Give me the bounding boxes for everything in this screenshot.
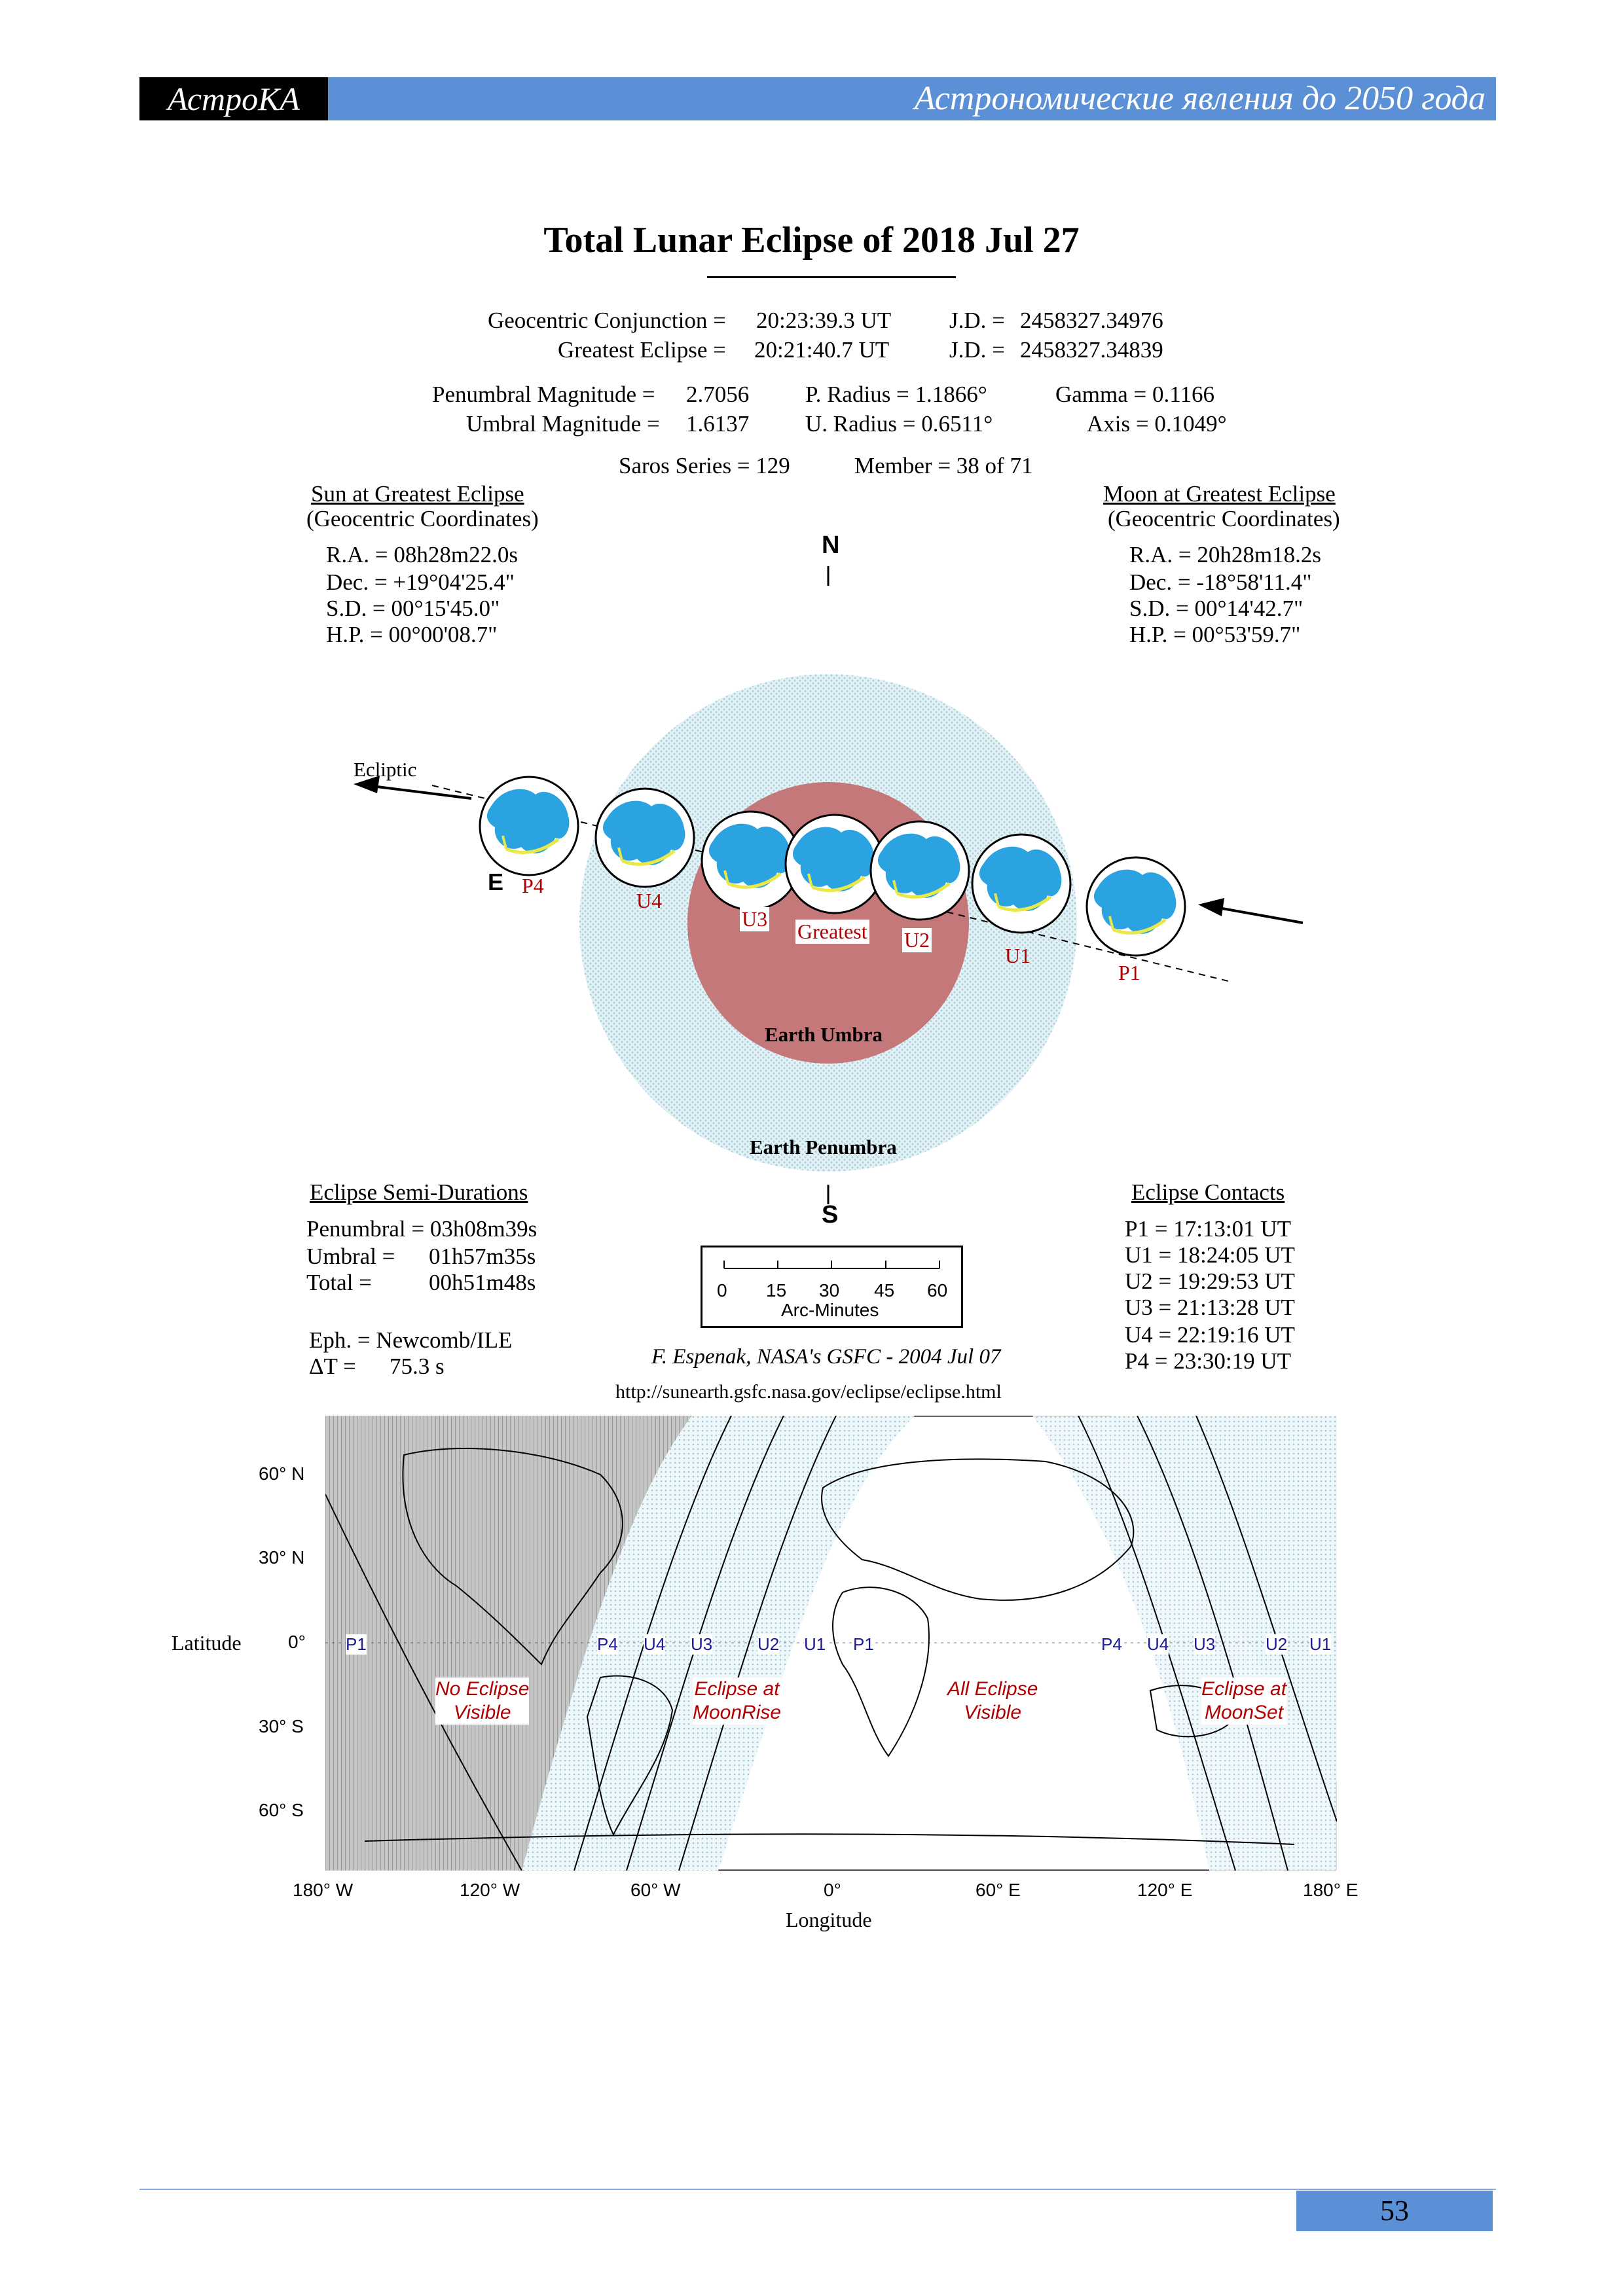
- region-no-eclipse: [435, 1677, 529, 1725]
- greatest-jd: 2458327.34839: [1020, 337, 1163, 363]
- scale-tick-30: 30: [819, 1280, 840, 1300]
- sun-hp: H.P. = 00°00'08.7": [326, 622, 498, 647]
- scale-tick-15: 15: [766, 1280, 787, 1300]
- conjunction-jd-label: J.D. =: [949, 308, 1005, 333]
- moon-ra: R.A. = 20h28m18.2s: [1129, 542, 1321, 567]
- moon-greatest: [786, 815, 884, 913]
- axis: Axis = 0.1049°: [1087, 411, 1227, 437]
- duration-penumbral: Penumbral = 03h08m39s: [306, 1216, 538, 1242]
- map-label-p4-west: P4: [597, 1634, 618, 1654]
- moon-p4: [480, 777, 578, 875]
- region-all-eclipse-line1: All Eclipse: [947, 1678, 1038, 1700]
- moon-subheading: (Geocentric Coordinates): [1108, 506, 1340, 531]
- lat-tick-30n: 30° N: [259, 1547, 305, 1568]
- map-label-u3-west: U3: [691, 1634, 713, 1654]
- header-title: Астрономические явления до 2050 года: [914, 80, 1486, 117]
- footer-rule: [139, 2189, 1496, 2190]
- conjunction-time: 20:23:39.3 UT: [756, 308, 892, 333]
- contact-u2: U2 = 19:29:53 UT: [1125, 1268, 1295, 1294]
- earth-umbra-label: Earth Umbra: [765, 1023, 883, 1046]
- moon-sd: S.D. = 00°14'42.7": [1129, 596, 1304, 621]
- lon-tick-60e: 60° E: [976, 1880, 1021, 1900]
- map-xlabel: Longitude: [786, 1908, 872, 1931]
- contact-label-greatest: Greatest: [795, 920, 869, 944]
- scale-tick-45: 45: [874, 1280, 895, 1300]
- scale-label: Arc-Minutes: [781, 1300, 879, 1320]
- sun-dec: Dec. = +19°04'25.4": [326, 569, 515, 595]
- map-label-p4-east: P4: [1101, 1634, 1122, 1654]
- umb-mag-label: Umbral Magnitude =: [466, 411, 660, 437]
- pen-mag-label: Penumbral Magnitude =: [432, 382, 655, 407]
- duration-umbral: 01h57m35s: [429, 1244, 536, 1269]
- lon-tick-0: 0°: [824, 1880, 841, 1900]
- saros-member: Member = 38 of 71: [854, 453, 1033, 478]
- visibility-map: [325, 1416, 1337, 1871]
- contact-u1: U1 = 18:24:05 UT: [1125, 1242, 1295, 1268]
- map-label-u4-west: U4: [644, 1634, 666, 1654]
- lon-tick-180w: 180° W: [293, 1880, 354, 1900]
- greatest-time: 20:21:40.7 UT: [754, 337, 890, 363]
- duration-total: 00h51m48s: [429, 1270, 536, 1295]
- delta-t: 75.3 s: [390, 1354, 445, 1379]
- ecliptic-arrow: [367, 785, 471, 798]
- sun-ra: R.A. = 08h28m22.0s: [326, 542, 518, 567]
- umb-mag-value: 1.6137: [686, 411, 750, 437]
- contact-u3: U3 = 21:13:28 UT: [1125, 1295, 1295, 1320]
- north-label: N: [822, 531, 840, 559]
- pen-mag-value: 2.7056: [686, 382, 750, 407]
- p-radius: P. Radius = 1.1866°: [805, 382, 987, 407]
- region-no-eclipse-line1: No Eclipse: [435, 1678, 530, 1700]
- durations-heading: Eclipse Semi-Durations: [310, 1179, 528, 1205]
- map-label-u1-east: U1: [1309, 1634, 1332, 1654]
- header-brand: АстроКА: [139, 77, 328, 120]
- lat-tick-60n: 60° N: [259, 1463, 305, 1484]
- map-label-u4-east: U4: [1147, 1634, 1169, 1654]
- moon-u1: [972, 834, 1070, 933]
- region-moonrise-line1: Eclipse at: [694, 1678, 780, 1700]
- duration-umbral-label: Umbral =: [306, 1244, 395, 1269]
- contacts-heading: Eclipse Contacts: [1131, 1179, 1285, 1205]
- lon-tick-180e: 180° E: [1303, 1880, 1359, 1900]
- moon-dec: Dec. = -18°58'11.4": [1129, 569, 1312, 595]
- conjunction-jd: 2458327.34976: [1020, 308, 1163, 333]
- map-label-u3-east: U3: [1194, 1634, 1216, 1654]
- moon-u2: [871, 821, 969, 920]
- credit: F. Espenak, NASA's GSFC - 2004 Jul 07: [651, 1345, 1001, 1369]
- contact-label-u4: U4: [636, 889, 663, 912]
- region-moonrise-line2: MoonRise: [693, 1702, 782, 1723]
- moon-u4: [596, 789, 694, 887]
- moon-hp: H.P. = 00°53'59.7": [1129, 622, 1301, 647]
- contact-label-p4: P4: [522, 874, 544, 897]
- map-label-p1-west: P1: [346, 1634, 367, 1654]
- contact-u4: U4 = 22:19:16 UT: [1125, 1322, 1295, 1348]
- map-label-u2-east: U2: [1266, 1634, 1288, 1654]
- source-url: http://sunearth.gsfc.nasa.gov/eclipse/eclipse.html: [615, 1381, 1002, 1403]
- map-label-u2-west: U2: [757, 1634, 780, 1654]
- delta-t-label: ΔT =: [309, 1354, 356, 1379]
- moon-p1: [1087, 857, 1185, 956]
- eclipse-path-diagram: [314, 530, 1322, 1237]
- title-underline: [707, 276, 956, 278]
- map-label-p1-mid: P1: [853, 1634, 874, 1654]
- gamma: Gamma = 0.1166: [1055, 382, 1214, 407]
- contact-label-u1: U1: [1005, 944, 1031, 967]
- lon-tick-60w: 60° W: [630, 1880, 681, 1900]
- greatest-label: Greatest Eclipse =: [558, 337, 726, 363]
- sun-heading: Sun at Greatest Eclipse: [311, 481, 524, 507]
- map-ylabel: Latitude: [172, 1631, 242, 1655]
- scale-tick-0: 0: [717, 1280, 727, 1300]
- saros-series: Saros Series = 129: [619, 453, 790, 478]
- region-moonset-line1: Eclipse at: [1201, 1678, 1287, 1700]
- contact-label-u2: U2: [902, 928, 932, 952]
- ephemeris: Eph. = Newcomb/ILE: [309, 1327, 513, 1353]
- page-number: 53: [1296, 2191, 1493, 2231]
- u-radius: U. Radius = 0.6511°: [805, 411, 993, 437]
- south-label: S: [822, 1201, 839, 1229]
- contact-p1: P1 = 17:13:01 UT: [1125, 1216, 1292, 1242]
- region-no-eclipse-line2: Visible: [453, 1702, 511, 1723]
- east-label: E: [488, 869, 504, 895]
- moon-heading: Moon at Greatest Eclipse: [1103, 481, 1336, 507]
- lon-tick-120w: 120° W: [460, 1880, 520, 1900]
- region-all-eclipse-line2: Visible: [964, 1702, 1022, 1723]
- duration-total-label: Total =: [306, 1270, 372, 1295]
- greatest-jd-label: J.D. =: [949, 337, 1005, 363]
- region-moonset: [1201, 1677, 1286, 1725]
- lat-tick-60s: 60° S: [259, 1800, 304, 1820]
- contact-label-p1: P1: [1118, 961, 1140, 984]
- moon-motion-arrow: [1211, 906, 1303, 923]
- scale-tick-60: 60: [927, 1280, 948, 1300]
- contact-label-u3: U3: [740, 907, 769, 931]
- ecliptic-label: Ecliptic: [354, 758, 417, 781]
- conjunction-label: Geocentric Conjunction =: [488, 308, 726, 333]
- sun-sd: S.D. = 00°15'45.0": [326, 596, 500, 621]
- sun-subheading: (Geocentric Coordinates): [306, 506, 539, 531]
- region-moonset-line2: MoonSet: [1205, 1702, 1284, 1723]
- contact-p4: P4 = 23:30:19 UT: [1125, 1348, 1292, 1374]
- lat-tick-30s: 30° S: [259, 1716, 304, 1736]
- lat-tick-0: 0°: [288, 1632, 306, 1652]
- map-label-u1-west: U1: [804, 1634, 826, 1654]
- region-all-eclipse: [947, 1677, 1038, 1725]
- region-moonrise: [693, 1677, 781, 1725]
- arc-minute-scale: [701, 1246, 963, 1328]
- lon-tick-120e: 120° E: [1137, 1880, 1193, 1900]
- page-title: Total Lunar Eclipse of 2018 Jul 27: [543, 220, 1080, 260]
- earth-penumbra-label: Earth Penumbra: [750, 1136, 897, 1158]
